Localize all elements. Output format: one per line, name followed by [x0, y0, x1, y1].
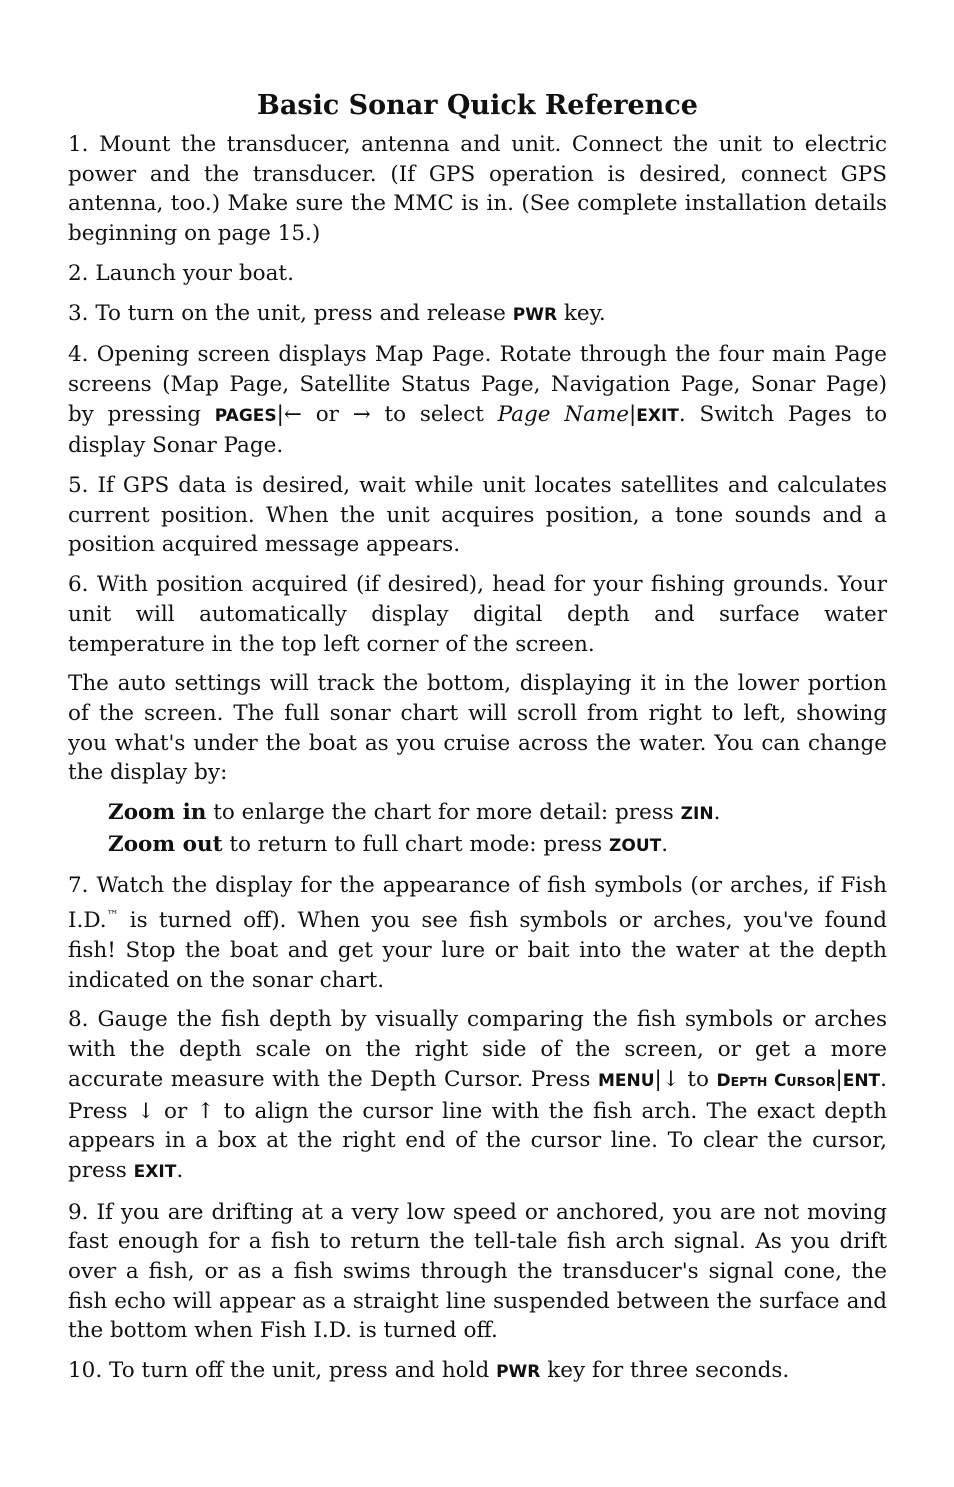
step-8-text-or: or	[154, 1098, 197, 1124]
pwr-key-label: PWR	[496, 1362, 541, 1383]
step-1-paragraph: 1. Mount the transducer, antenna and unit. Connect the unit to electric power and the transducer. (If GPS operation is desired, connect GPS antenna, too.) Make sure the MMC is in. (See complete installation details beginning on page 15.)	[68, 132, 887, 247]
arrow-down-icon: ↓	[136, 1098, 155, 1124]
arrow-down-icon: ↓	[661, 1066, 680, 1092]
exit-key-label: EXIT	[133, 1161, 177, 1182]
step-4-paragraph	[68, 340, 887, 461]
depth-cursor-letter: C	[773, 1070, 787, 1091]
depth-cursor-letters: EPTH	[730, 1073, 768, 1089]
zoom-in-period: .	[713, 800, 721, 826]
page-name-italic: Page Name	[497, 401, 629, 427]
step-5-paragraph: 5. If GPS data is desired, wait while unit locates satellites and calculates current position. When the unit acquires position, a tone sounds and a position acquired message appears.	[68, 473, 887, 558]
zoom-out-text: to return to full chart mode: press	[222, 831, 610, 857]
step-10-paragraph	[68, 1356, 887, 1388]
zoom-out-label: Zoom out	[108, 831, 223, 857]
step-4-text-mid: to select	[370, 401, 498, 427]
step-7-text-post: is turned off). When you see fish symbols or arches, you've found fish! Stop the boat and get your lure or bait into the water at the depth indicated on the sonar chart.	[68, 908, 887, 993]
step-3-paragraph	[68, 299, 887, 331]
step-8-paragraph	[68, 1005, 887, 1187]
step-8-period: .	[176, 1157, 184, 1183]
step-8-text-pre: 8. Gauge the fish depth by visually comparing the fish symbols or arches with the depth scale on the right side of the screen, or get a more accurate measure with the Depth Cursor. Press	[68, 1007, 887, 1092]
pages-key-label: PAGES	[214, 405, 277, 426]
step-8-text-to: to	[679, 1066, 717, 1092]
step-3-text-post: key.	[557, 300, 606, 326]
key-separator: |	[276, 401, 284, 427]
exit-key-label: EXIT	[636, 405, 679, 426]
step-7-paragraph	[68, 871, 887, 995]
step-8-text-mid1: . Press	[68, 1066, 887, 1124]
zoom-out-period: .	[661, 831, 669, 857]
zin-key-label: ZIN	[680, 804, 714, 825]
zout-key-label: ZOUT	[609, 835, 662, 856]
step-7-text-pre: 7. Watch the display for the appearance of fish symbols (or arches, if Fish I.D.	[68, 873, 887, 934]
arrow-up-icon: ↑	[196, 1098, 215, 1124]
step-3-text-pre: 3. To turn on the unit, press and release	[68, 300, 513, 326]
key-separator: |	[629, 401, 637, 427]
key-separator: |	[835, 1066, 843, 1092]
depth-cursor-letter: D	[716, 1070, 731, 1091]
zoom-in-line	[108, 798, 887, 830]
ent-key-label: ENT	[842, 1070, 881, 1091]
step-6-paragraph: 6. With position acquired (if desired), head for your fishing grounds. Your unit will automatically display digital depth and surface water temperature in the top left corner of the screen.	[68, 572, 887, 657]
step-2-paragraph: 2. Launch your boat.	[68, 260, 294, 286]
step-9-paragraph: 9. If you are drifting at a very low speed or anchored, you are not moving fast enough for a fish to return the tell-tale fish arch signal. As you drift over a fish, or as a fish swims through the transducer's signal cone, the fish echo will appear as a straight line suspended between the surface and the bottom when Fish I.D. is turned off.	[68, 1199, 887, 1344]
arrow-right-icon: →	[352, 401, 371, 427]
page-title: Basic Sonar Quick Reference	[257, 90, 698, 121]
step-10-text-pre: 10. To turn off the unit, press and hold	[68, 1358, 497, 1384]
step-8-text-mid2: to align the cursor line with the fish arch. The exact depth appears in a box at the right end of the cursor line. To clear the cursor, press	[68, 1098, 887, 1183]
depth-cursor-letters: URSOR	[786, 1073, 836, 1089]
key-separator: |	[654, 1066, 662, 1092]
step-4-text-post: . Switch Pages to display Sonar Page.	[68, 401, 888, 459]
zoom-in-label: Zoom in	[108, 800, 207, 826]
step-10-text-post: key for three seconds.	[540, 1358, 790, 1384]
auto-settings-paragraph: The auto settings will track the bottom, displaying it in the lower portion of the screen. The full sonar chart will scroll from right to left, showing you what's under the boat as you cruise across the water. You can change the display by:	[68, 671, 887, 786]
zoom-in-text: to enlarge the chart for more detail: press	[206, 800, 681, 826]
pwr-key-label: PWR	[512, 304, 558, 325]
step-4-text-pre: 4. Opening screen displays Map Page. Rotate through the four main Page screens (Map Page, Satellite Status Page, Navigation Page, Sonar Page) by pressing	[68, 342, 887, 427]
arrow-left-icon: ←	[283, 401, 302, 427]
menu-key-label: MENU	[597, 1070, 655, 1091]
document-page	[68, 88, 887, 1398]
zoom-out-line	[108, 830, 887, 862]
depth-cursor-menu-label	[716, 1071, 835, 1091]
step-4-text-or: or	[301, 401, 353, 427]
trademark-symbol: ™	[106, 908, 119, 923]
